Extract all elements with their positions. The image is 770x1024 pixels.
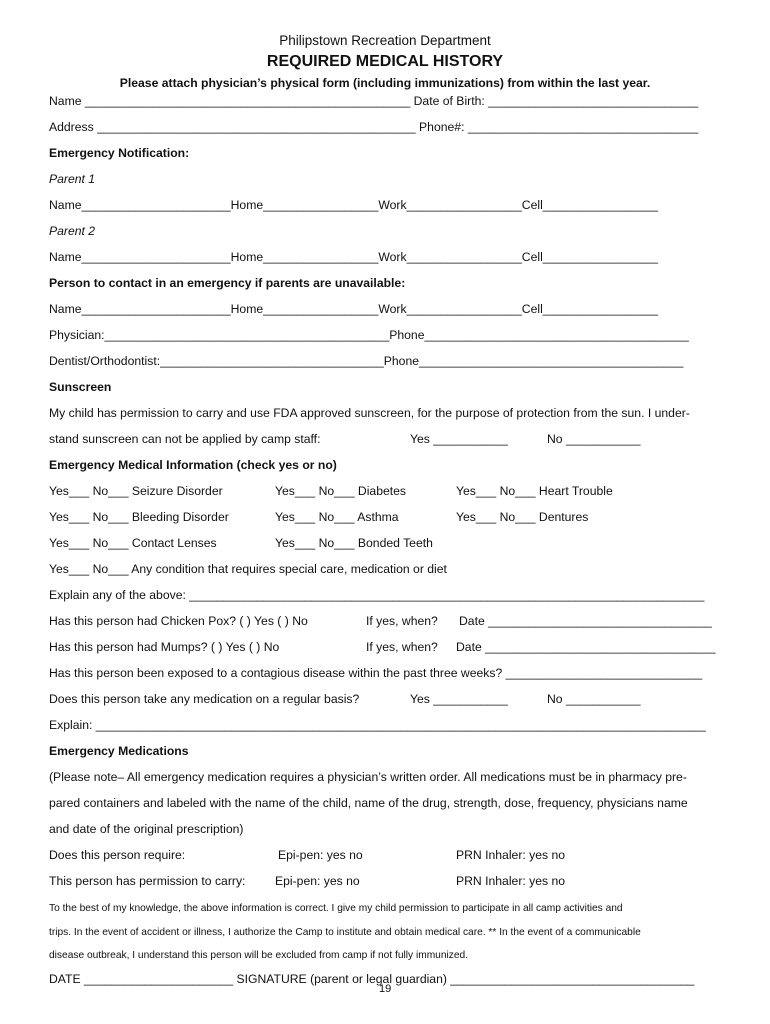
note-line-1: (Please note– All emergency medication requires a physician’s written order. All medications must be in pharmacy pre-: [49, 770, 687, 784]
consent-line-3: disease outbreak, I understand this person will be excluded from camp if not fully immunized.: [49, 950, 469, 961]
contagious-question[interactable]: Has this person been exposed to a contagious disease within the past three weeks? _____________________________: [49, 666, 703, 680]
carry-label: This person has permission to carry:: [49, 874, 246, 888]
medication-question: Does this person take any medication on a regular basis?: [49, 692, 360, 706]
sunscreen-text-2: stand sunscreen can not be applied by camp staff:: [49, 432, 321, 446]
consent-line-1: To the best of my knowledge, the above information is correct. I give my child permission to participate in all camp activities and: [49, 903, 623, 914]
sunscreen-yes-field[interactable]: Yes ___________: [410, 432, 508, 446]
explain-line[interactable]: Explain: __________________________________________________________________________________________: [49, 718, 706, 732]
contact-row[interactable]: Name______________________Home_________________Work_________________Cell_________________: [49, 302, 659, 316]
condition-heart[interactable]: Yes___ No___ Heart Trouble: [456, 484, 613, 498]
medication-yes-field[interactable]: Yes ___________: [410, 692, 508, 706]
require-epipen[interactable]: Epi-pen: yes no: [278, 848, 363, 862]
emergency-medications-heading: Emergency Medications: [49, 744, 189, 758]
subtitle: Please attach physician’s physical form (including immunizations) from within the last year.: [119, 76, 651, 90]
condition-any[interactable]: Yes___ No___ Any condition that requires special care, medication or diet: [49, 562, 447, 576]
note-line-2: pared containers and labeled with the name of the child, name of the drug, strength, dose, frequency, physicians name: [49, 796, 688, 810]
emi-heading: Emergency Medical Information (check yes or no): [49, 458, 337, 472]
physician-line[interactable]: Physician:__________________________________________Phone_______________________________________: [49, 328, 689, 342]
condition-bleeding[interactable]: Yes___ No___ Bleeding Disorder: [49, 510, 229, 524]
carry-epipen[interactable]: Epi-pen: yes no: [275, 874, 360, 888]
parent1-label: Parent 1: [49, 172, 96, 186]
condition-dentures[interactable]: Yes___ No___ Dentures: [456, 510, 589, 524]
parent1-row[interactable]: Name______________________Home_________________Work_________________Cell_________________: [49, 198, 659, 212]
org-name: Philipstown Recreation Department: [279, 33, 491, 48]
note-line-3: and date of the original prescription): [49, 822, 244, 836]
mumps-ifyes: If yes, when?: [366, 640, 438, 654]
contact-heading: Person to contact in an emergency if parents are unavailable:: [49, 276, 406, 290]
chicken-pox-ifyes: If yes, when?: [366, 614, 438, 628]
require-inhaler[interactable]: PRN Inhaler: yes no: [456, 848, 566, 862]
chicken-pox-question[interactable]: Has this person had Chicken Pox? ( ) Yes ( ) No: [49, 614, 308, 628]
explain-any-line[interactable]: Explain any of the above: ____________________________________________________________________________: [49, 588, 705, 602]
signature-line[interactable]: DATE ______________________ SIGNATURE (parent or legal guardian) ____________________________________: [49, 972, 695, 986]
chicken-pox-date[interactable]: Date _________________________________: [459, 614, 712, 628]
emergency-notification-heading: Emergency Notification:: [49, 146, 190, 160]
condition-diabetes[interactable]: Yes___ No___ Diabetes: [275, 484, 407, 498]
address-phone-line[interactable]: Address _______________________________________________ Phone#: __________________________________: [49, 120, 699, 134]
name-dob-line[interactable]: Name ________________________________________________ Date of Birth: _______________________________: [49, 94, 699, 108]
medication-no-field[interactable]: No ___________: [547, 692, 641, 706]
page-number: 19: [379, 983, 392, 995]
mumps-date[interactable]: Date __________________________________: [456, 640, 716, 654]
sunscreen-text-1: My child has permission to carry and use FDA approved sunscreen, for the purpose of protection from the sun. I under-: [49, 406, 690, 420]
condition-bonded-teeth[interactable]: Yes___ No___ Bonded Teeth: [275, 536, 433, 550]
parent2-row[interactable]: Name______________________Home_________________Work_________________Cell_________________: [49, 250, 659, 264]
dentist-line[interactable]: Dentist/Orthodontist:_________________________________Phone_______________________________________: [49, 354, 684, 368]
sunscreen-heading: Sunscreen: [49, 380, 112, 394]
page-title: REQUIRED MEDICAL HISTORY: [266, 53, 504, 70]
carry-inhaler[interactable]: PRN Inhaler: yes no: [456, 874, 566, 888]
mumps-question[interactable]: Has this person had Mumps? ( ) Yes ( ) No: [49, 640, 280, 654]
parent2-label: Parent 2: [49, 224, 96, 238]
condition-asthma[interactable]: Yes___ No___ Asthma: [275, 510, 399, 524]
require-label: Does this person require:: [49, 848, 186, 862]
condition-seizure[interactable]: Yes___ No___ Seizure Disorder: [49, 484, 223, 498]
condition-contacts[interactable]: Yes___ No___ Contact Lenses: [49, 536, 217, 550]
consent-line-2: trips. In the event of accident or illness, I authorize the Camp to institute and obtain medical care. ** In the event of a communicable: [49, 927, 641, 938]
sunscreen-no-field[interactable]: No ___________: [547, 432, 641, 446]
